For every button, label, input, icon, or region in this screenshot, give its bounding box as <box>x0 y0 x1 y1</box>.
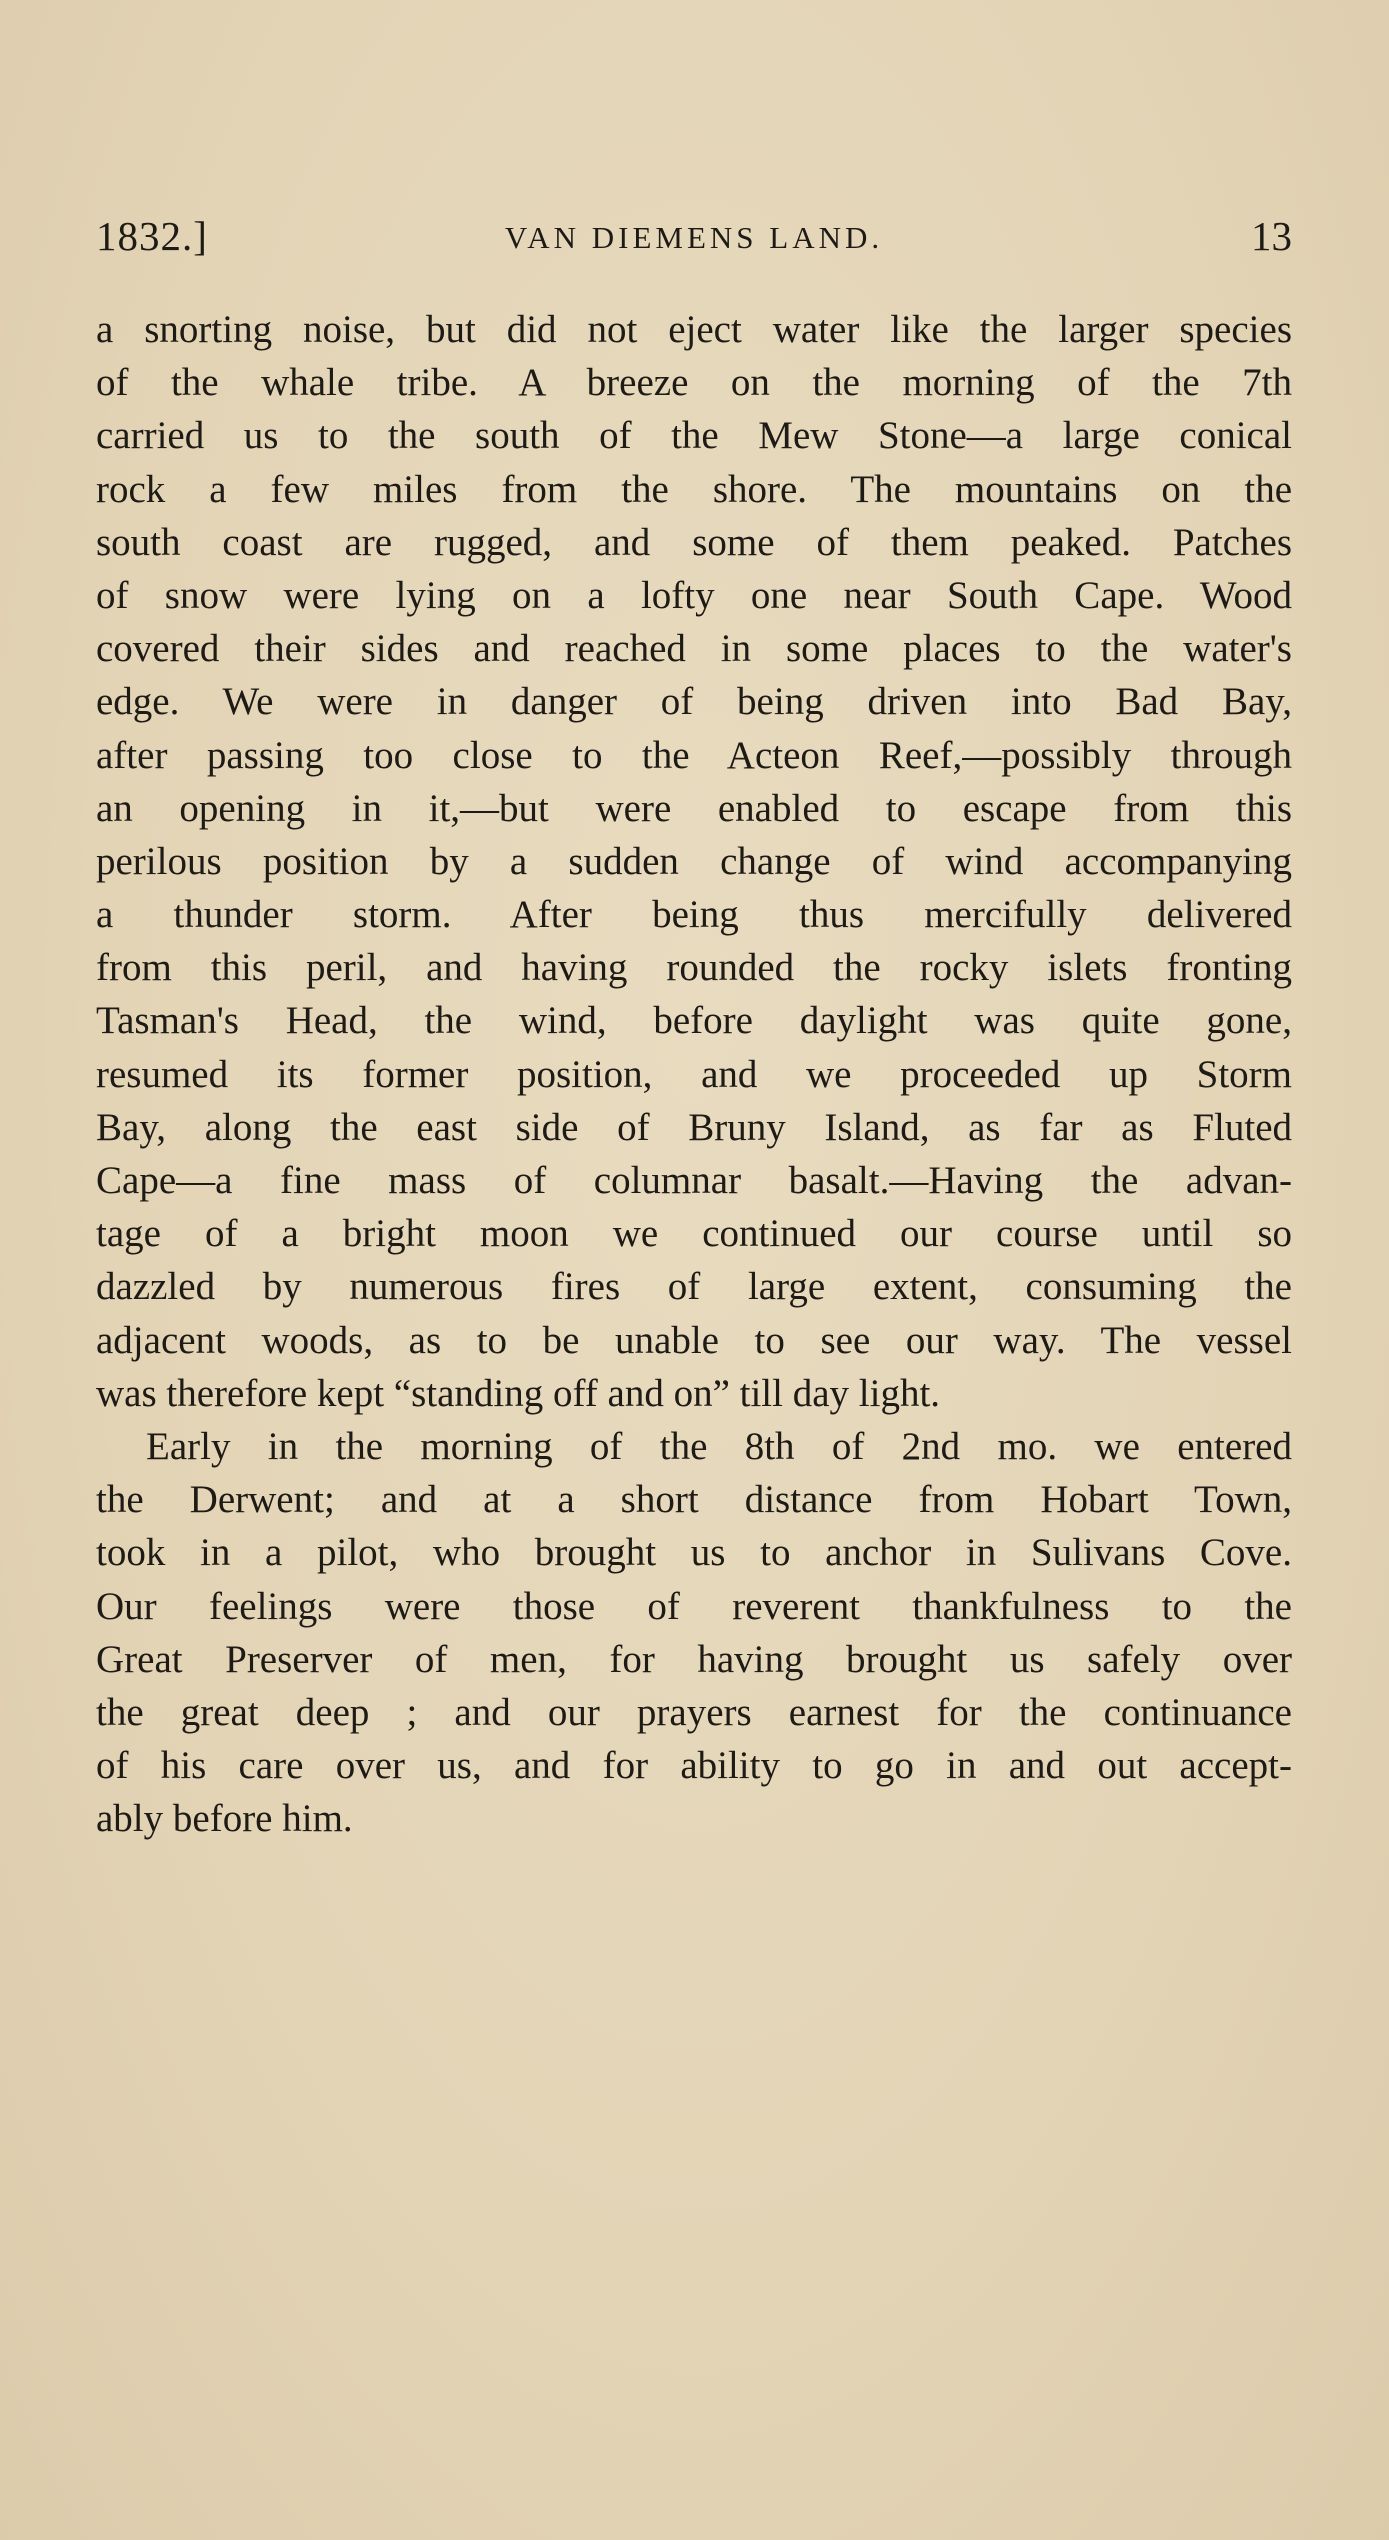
text-line: resumed its former position, and we proceeded up Storm <box>96 1052 1292 1096</box>
text-line: an opening in it,—but were enabled to escape from this <box>96 786 1292 830</box>
text-line: of snow were lying on a lofty one near South Cape. Wood <box>96 573 1292 617</box>
text-line: dazzled by numerous fires of large extent, consuming the <box>96 1265 1292 1309</box>
text-line: from this peril, and having rounded the rocky islets fronting <box>96 946 1292 990</box>
text-line: adjacent woods, as to be unable to see our way. The vessel <box>96 1318 1292 1362</box>
text-line: Great Preserver of men, for having brought us safely over <box>96 1637 1292 1681</box>
text-line: the great deep ; and our prayers earnest for the continuance <box>96 1690 1292 1734</box>
text-line: Cape—a fine mass of columnar basalt.—Having the advan- <box>96 1159 1292 1202</box>
page-header <box>96 212 1292 272</box>
text-line: the Derwent; and at a short distance from Hobart Town, <box>96 1478 1292 1522</box>
text-line: of his care over us, and for ability to go in and out accept- <box>96 1744 1292 1788</box>
text-line: ably before him. <box>96 1797 353 1841</box>
running-title: VAN DIEMENS LAND. <box>504 220 884 255</box>
text-line: rock a few miles from the shore. The mountains on the <box>96 467 1292 511</box>
text-line: took in a pilot, who brought us to anchor in Sulivans Cove. <box>96 1531 1292 1575</box>
text-line: Tasman's Head, the wind, before daylight was quite gone, <box>96 999 1292 1043</box>
text-line: was therefore kept “standing off and on” till day light. <box>96 1371 941 1415</box>
text-line: covered their sides and reached in some places to the water's <box>96 627 1292 671</box>
text-line: tage of a bright moon we continued our course until so <box>96 1212 1292 1256</box>
header-year: 1832.] <box>96 213 208 259</box>
text-line: carried us to the south of the Mew Stone—a large conical <box>96 414 1292 458</box>
text-line: Bay, along the east side of Bruny Island, as far as Fluted <box>96 1105 1292 1149</box>
text-line: south coast are rugged, and some of them peaked. Patches <box>96 520 1292 564</box>
text-line: Our feelings were those of reverent thankfulness to the <box>96 1584 1292 1628</box>
page-number: 13 <box>1251 213 1292 259</box>
text-line: edge. We were in danger of being driven into Bad Bay, <box>96 680 1292 724</box>
body-text <box>96 303 1292 1845</box>
text-line: of the whale tribe. A breeze on the morning of the 7th <box>96 361 1292 405</box>
text-line: perilous position by a sudden change of wind accompanying <box>96 839 1292 883</box>
text-line: Early in the morning of the 8th of 2nd mo. we entered <box>146 1424 1292 1468</box>
text-line: after passing too close to the Acteon Reef,—possibly through <box>96 733 1292 777</box>
text-line: a thunder storm. After being thus mercifully delivered <box>96 893 1292 937</box>
text-line: a snorting noise, but did not eject water like the larger species <box>96 308 1292 351</box>
